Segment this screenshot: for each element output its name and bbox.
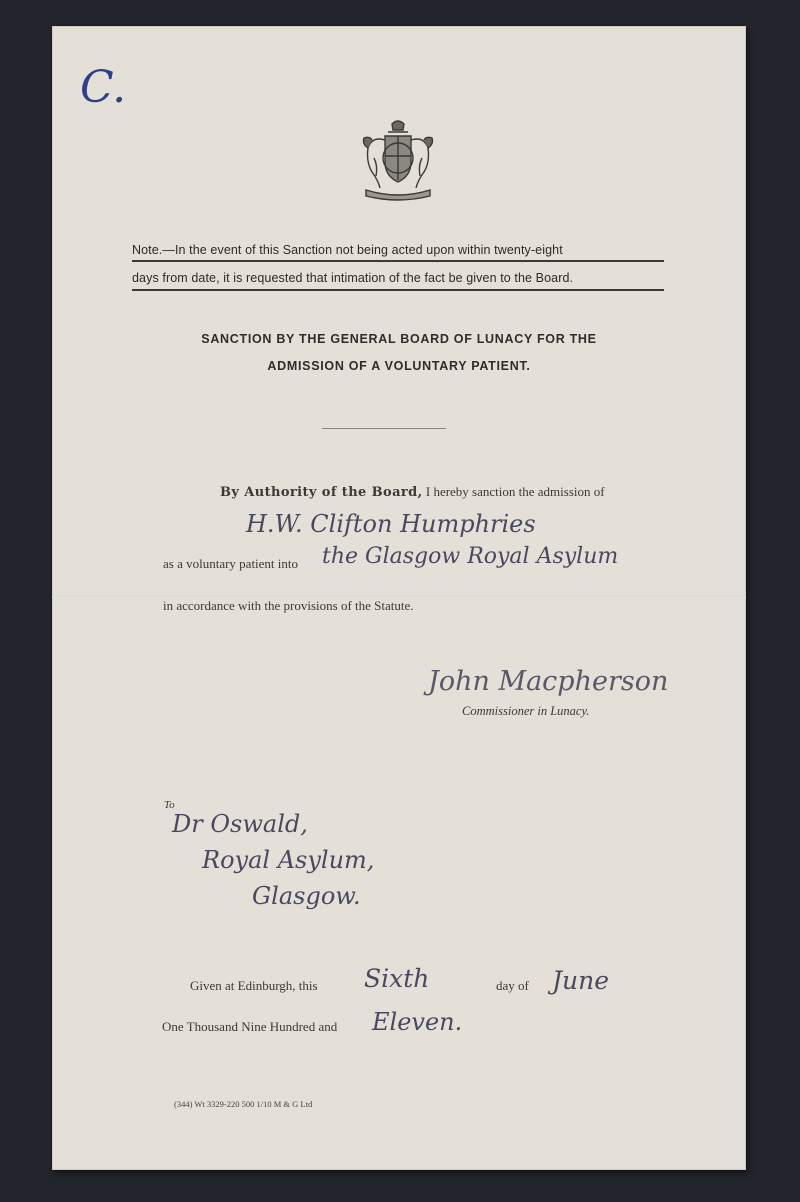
sanction-text: I hereby sanction the admission of [425,484,605,499]
day-of-label: day of [496,978,529,993]
note-line-2: days from date, it is requested that intimation of the fact be given to the Board. [132,271,574,285]
year-value: Eleven. [372,1008,463,1036]
addressee-line-3: Glasgow. [252,882,361,910]
year-label: One Thousand Nine Hundred and [162,1019,338,1034]
addressee-line-2: Royal Asylum, [202,846,375,874]
patient-name: H.W. Clifton Humphries [246,510,536,538]
royal-coat-of-arms-icon [358,118,438,204]
marginal-mark: C. [80,62,127,113]
statute-text: in accordance with the provisions of the Statute. [163,598,414,613]
note-line-1: Note.—In the event of this Sanction not being acted upon within twenty-eight [132,243,563,257]
document-title-line-2: ADMISSION OF A VOLUNTARY PATIENT. [267,359,531,373]
voluntary-text: as a voluntary patient into [163,556,299,571]
authority-line [220,484,605,500]
authority-label: By Authority of the Board, [220,485,423,500]
note-rule-2 [132,289,664,291]
document-sheet [52,26,746,1170]
day-value: Sixth [364,964,430,993]
printer-imprint: (344) Wt 3329-220 500 1/10 M & G Ltd [174,1099,313,1109]
commissioner-title: Commissioner in Lunacy. [462,704,590,718]
to-label: To [164,799,175,811]
title-divider [322,428,446,429]
month-value: June [552,966,610,995]
commissioner-signature: John Macpherson [428,666,669,697]
institution-name: the Glasgow Royal Asylum [322,544,619,569]
addressee-line-1: Dr Oswald, [172,810,308,838]
given-label: Given at Edinburgh, this [190,978,318,993]
note-rule-1 [132,260,664,262]
document-title-line-1: SANCTION BY THE GENERAL BOARD OF LUNACY FOR THE [201,332,597,346]
